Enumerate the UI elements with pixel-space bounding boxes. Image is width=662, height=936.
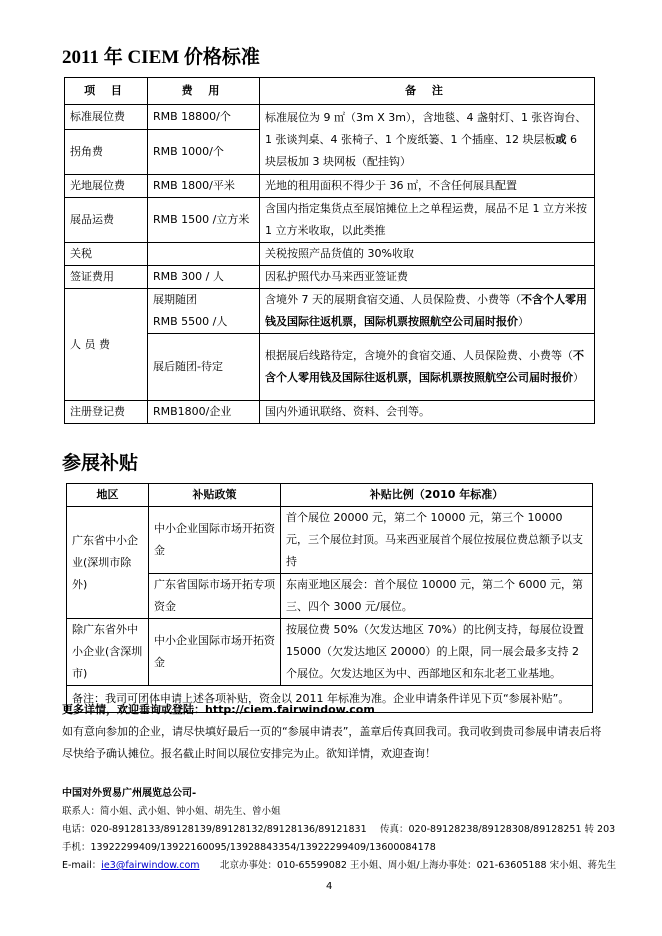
email-link[interactable]: ie3@fairwindow.com <box>101 860 200 871</box>
price-table <box>64 77 595 424</box>
row-note: 国内外通讯联络、资料、会刊等。 <box>260 401 595 424</box>
application-paragraph: 如有意向参加的企业，请尽快填好最后一页的“参展申请表”，盖章后传真回我司。我司收到贵司参展申请表后将尽快给予确认摊位。报名截止时间以展位安排完为止。欲知详情，欢迎查询！ <box>62 725 602 760</box>
email-label: E-mail： <box>62 860 102 871</box>
row-label: 人 员 费 <box>65 289 148 401</box>
row-fee: RMB 18800/个 <box>148 105 260 130</box>
row-label: 标准展位费 <box>65 105 148 130</box>
header-note: 备 注 <box>260 78 595 105</box>
mobile: 手机：13922299409/13922160095/13928843354/13922299409/13600084178 <box>62 842 436 853</box>
row-note: 含国内指定集货点至展馆摊位上之单程运费，展品不足 1 立方米按 1 立方米收取，以此类推 <box>260 198 595 243</box>
header-ratio: 补贴比例（2010 年标准） <box>281 484 593 507</box>
header-fee: 费 用 <box>148 78 260 105</box>
fax: 传真：020-89128238/89128308/89128251 转 203 <box>380 824 616 835</box>
table-row <box>65 105 595 130</box>
table-row <box>65 243 595 266</box>
page-number: 4 <box>326 881 333 892</box>
row-fee: RMB 1500 /立方米 <box>148 198 260 243</box>
row-label: 签证费用 <box>65 266 148 289</box>
email-line <box>62 857 200 871</box>
ratio-cell: 东南亚地区展会：首个展位 10000 元，第二个 6000 元，第三、四个 3000 元/展位。 <box>281 574 593 619</box>
ratio-cell: 按展位费 50%（欠发达地区 70%）的比例支持，每展位设置 15000（欠发达地区 20000）的上限，同一展会最多支持 2 个展位。欠发达地区为中、西部地区和东北老工业基地。 <box>281 619 593 686</box>
remark-cell: 备注：我司可团体申请上述各项补贴，资金以 2011 年标准为准。企业申请条件详见下页“参展补贴”。 <box>67 686 593 713</box>
region-cell: 除广东省外中小企业(含深圳市) <box>67 619 149 686</box>
page-title: 2011 年 CIEM 价格标准 <box>62 47 260 68</box>
policy-cell: 中小企业国际市场开拓资金 <box>149 619 281 686</box>
table-row <box>65 198 595 243</box>
row-label: 拐角费 <box>65 130 148 175</box>
header-policy: 补贴政策 <box>149 484 281 507</box>
row-label: 注册登记费 <box>65 401 148 424</box>
row-note: 因私护照代办马来西亚签证费 <box>260 266 595 289</box>
table-header-row <box>65 78 595 105</box>
table-row <box>65 401 595 424</box>
more-info: 更多详情，欢迎垂询或登陆：http://ciem.fairwindow.com <box>62 703 375 716</box>
table-row <box>65 266 595 289</box>
row-fee: RMB 1000/个 <box>148 130 260 175</box>
row-fee <box>148 243 260 266</box>
row-note: 关税按照产品货值的 30%收取 <box>260 243 595 266</box>
row-label: 光地展位费 <box>65 175 148 198</box>
row-fee: 展后随团-待定 <box>148 334 260 401</box>
subsidy-title: 参展补贴 <box>62 452 139 474</box>
ratio-cell: 首个展位 20000 元，第二个 10000 元，第三个 10000 元，三个展位封顶。马来西亚展首个展位按展位费总额予以支持 <box>281 507 593 574</box>
row-note: 光地的租用面积不得少于 36 ㎡，不含任何展具配置 <box>260 175 595 198</box>
row-note: 根据展后线路待定，含境外的食宿交通、人员保险费、小费等（不含个人零用钱及国际往返机票，国际机票按照航空公司届时报价） <box>260 334 595 401</box>
table-row <box>67 619 593 686</box>
region-cell: 广东省中小企业(深圳市除外) <box>67 507 149 619</box>
row-fee: RMB1800/企业 <box>148 401 260 424</box>
header-item: 项 目 <box>65 78 148 105</box>
policy-cell: 中小企业国际市场开拓资金 <box>149 507 281 574</box>
row-label: 展品运费 <box>65 198 148 243</box>
table-row <box>65 175 595 198</box>
header-region: 地区 <box>67 484 149 507</box>
subsidy-table <box>66 483 593 713</box>
row-label: 关税 <box>65 243 148 266</box>
offices: 北京办事处：010-65599082 王小姐、周小姐/上海办事处：021-63605188 宋小姐、蒋先生 <box>220 860 617 871</box>
table-row <box>65 289 595 334</box>
policy-cell: 广东省国际市场开拓专项资金 <box>149 574 281 619</box>
row-note: 含境外 7 天的展期食宿交通、人员保险费、小费等（不含个人零用钱及国际往返机票，国际机票按照航空公司届时报价） <box>260 289 595 334</box>
contacts: 联系人：简小姐、武小姐、钟小姐、胡先生、曾小姐 <box>62 806 281 817</box>
row-note: 标准展位为 9 ㎡（3m X 3m），含地毯、4 盏射灯、1 张咨询台、1 张谈判桌、4 张椅子、1 个废纸篓、1 个插座、12 块层板或 6 块层板加 3 块网板（配挂钩） <box>260 105 595 175</box>
company-name: 中国对外贸易广州展览总公司- <box>62 788 197 799</box>
table-header-row <box>67 484 593 507</box>
table-row <box>67 507 593 574</box>
row-fee: RMB 300 / 人 <box>148 266 260 289</box>
row-fee: 展期随团 RMB 5500 /人 <box>148 289 260 334</box>
row-fee: RMB 1800/平米 <box>148 175 260 198</box>
phone: 电话：020-89128133/89128139/89128132/89128136/89121831 <box>62 824 367 835</box>
